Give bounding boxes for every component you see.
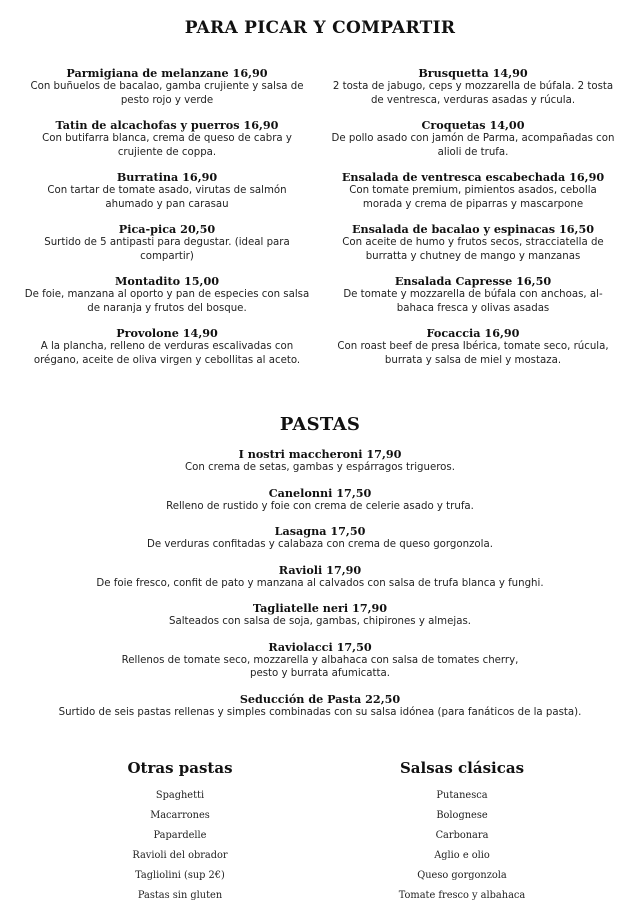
item-name: Raviolacci 17,50 (268, 639, 372, 654)
menu-item (22, 274, 312, 315)
item-name: I nostri maccheroni 17,90 (238, 447, 402, 461)
menu-item (22, 222, 312, 263)
item-name: Pica-pica 20,50 (118, 222, 216, 236)
item-description: Rellenos de tomate seco, mozzarella y albahaca con salsa de tomates cherry, pesto y burrata afumicatta. (121, 654, 519, 679)
item-name: Ravioli 17,90 (278, 562, 362, 577)
section-title-picar: PARA PICAR Y COMPARTIR (184, 18, 456, 38)
picar-left-column (22, 66, 312, 378)
picar-right-column (328, 66, 618, 378)
item-name: Tagliatelle neri 17,90 (252, 601, 388, 615)
item-name: Montadito 15,00 (114, 274, 220, 288)
item-description: De foie, manzana al oporto y pan de especies con salsa de naranja y frutos del bosque. (24, 289, 310, 314)
item-description: De foie fresco, confit de pato y manzana al calvados con salsa de trufa blanca y funghi. (96, 577, 544, 589)
item-description: Con tartar de tomate asado, virutas de salmón ahumado y pan carasau (47, 185, 287, 210)
item-name: Croquetas 14,00 (421, 118, 525, 132)
menu-item (20, 447, 620, 475)
list-item: Pastas sin gluten (137, 890, 223, 901)
item-description: De pollo asado con jamón de Parma, acompañadas con alioli de trufa. (331, 133, 615, 158)
list-item: Putanesca (436, 790, 488, 801)
menu-item (22, 118, 312, 159)
salsas-column (322, 758, 602, 906)
item-description: Con tomate premium, pimientos asados, cebolla morada y crema de piparras y mascarpone (349, 185, 597, 210)
menu-item (328, 66, 618, 107)
menu-item (20, 486, 620, 514)
list-item: Aglio e olio (434, 850, 490, 861)
menu-item (328, 274, 618, 315)
list-item: Ravioli del obrador (132, 850, 228, 861)
menu-item (22, 326, 312, 367)
list-item: Spaghetti (155, 790, 205, 801)
item-description: Con roast beef de presa Ibérica, tomate seco, rúcula, burrata y salsa de miel y mostaza. (337, 341, 609, 366)
item-description: A la plancha, relleno de verduras escalivadas con orégano, aceite de oliva virgen y cebollitas al aceto. (33, 341, 301, 366)
list-item: Macarrones (150, 810, 210, 821)
menu-item (328, 222, 618, 263)
item-description: Con buñuelos de bacalao, gamba crujiente y salsa de pesto rojo y verde (30, 81, 304, 106)
item-name: Canelonni 17,50 (268, 485, 372, 500)
item-name: Ensalada Capresse 16,50 (394, 274, 552, 288)
item-description: Con aceite de humo y frutos secos, stracciatella de burratta y chutney de mango y manzanas (342, 237, 604, 262)
pastas-list (20, 447, 620, 730)
menu-item (20, 524, 620, 552)
menu-item (110, 640, 530, 681)
item-description: Con butifarra blanca, crema de queso de cabra y crujiente de coppa. (42, 133, 292, 158)
item-name: Burratina 16,90 (116, 170, 218, 184)
item-name: Focaccia 16,90 (426, 326, 520, 340)
list-item: Queso gorgonzola (417, 870, 507, 881)
otras-pastas-title: Otras pastas (127, 759, 233, 777)
otras-pastas-column (40, 758, 320, 906)
salsas-title: Salsas clásicas (399, 759, 525, 777)
menu-item (20, 563, 620, 591)
item-name: Parmigiana de melanzane 16,90 (66, 66, 268, 80)
menu-item (328, 326, 618, 367)
menu-item (22, 170, 312, 211)
list-item: Papardelle (153, 830, 207, 841)
item-description: Salteados con salsa de soja, gambas, chipirones y almejas. (169, 616, 471, 627)
item-name: Provolone 14,90 (116, 326, 218, 340)
item-name: Brusquetta 14,90 (418, 66, 528, 80)
item-description: De verduras confitadas y calabaza con crema de queso gorgonzola. (147, 539, 493, 550)
list-item: Tomate fresco y albahaca (398, 890, 526, 901)
item-description: Surtido de seis pastas rellenas y simples combinadas con su salsa idónea (para fanáticos de la pasta). (58, 706, 582, 718)
item-name: Seducción de Pasta 22,50 (239, 691, 401, 706)
menu-item (328, 118, 618, 159)
menu-item (22, 66, 312, 107)
item-description: Con crema de setas, gambas y espárragos trigueros. (185, 462, 455, 473)
item-name: Lasagna 17,50 (274, 524, 366, 538)
menu-item (20, 692, 620, 720)
list-item: Tagliolini (sup 2€) (135, 870, 225, 881)
item-name: Ensalada de bacalao y espinacas 16,50 (351, 222, 595, 236)
list-item: Bolognese (436, 810, 488, 821)
menu-item (328, 170, 618, 211)
item-description: Relleno de rustido y foie con crema de celerie asado y trufa. (166, 500, 474, 512)
item-description: De tomate y mozzarella de búfala con anchoas, al-bahaca fresca y olivas asadas (343, 289, 603, 314)
item-description: 2 tosta de jabugo, ceps y mozzarella de búfala. 2 tosta de ventresca, verduras asadas y rúcula. (332, 81, 614, 106)
section-title-pastas: PASTAS (279, 414, 361, 435)
list-item: Carbonara (435, 830, 489, 841)
menu-item (20, 601, 620, 629)
item-name: Ensalada de ventresca escabechada 16,90 (341, 170, 605, 184)
item-name: Tatin de alcachofas y puerros 16,90 (55, 118, 279, 132)
item-description: Surtido de 5 antipasti para degustar. (ideal para compartir) (44, 237, 290, 262)
